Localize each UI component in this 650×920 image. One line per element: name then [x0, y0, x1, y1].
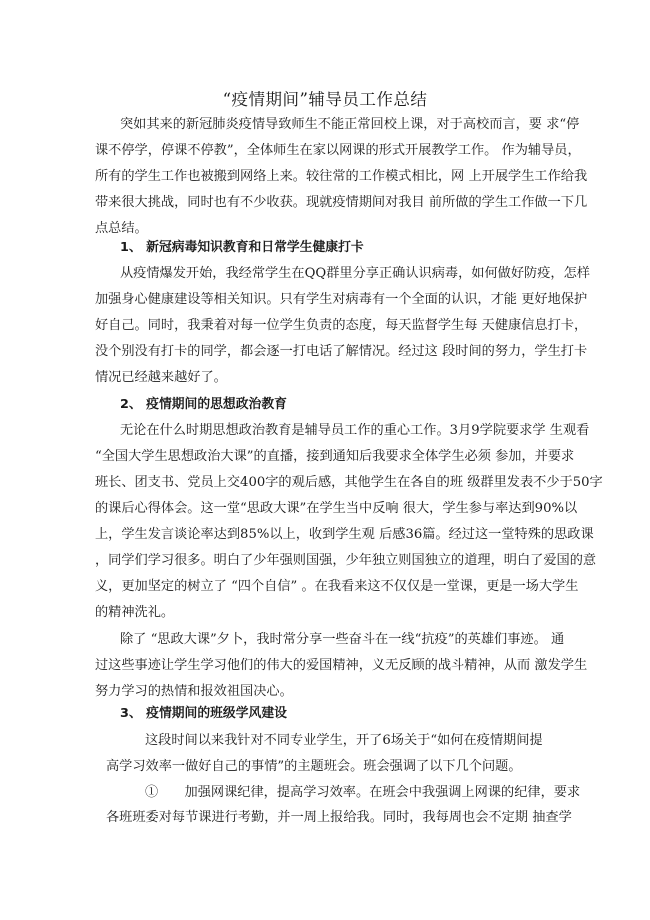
section-1-heading: 1、 新冠病毒知识教育和日常学生健康打卡	[120, 240, 364, 255]
section-2-line: 的课后心得体会。这一堂“思政大课”在学生当中反响 很大，学生参与率达到90%以	[95, 501, 578, 516]
section-2-line: 的精神洗礼。	[95, 605, 175, 620]
section-2-line: ，同学们学习很多。明白了少年强则国强，少年独立则国独立的道理，明白了爱国的意	[95, 553, 597, 568]
section-1-line: 好自己。同时，我秉着对每一位学生负责的态度，每天监督学生每 天健康信息打卡，	[95, 318, 588, 333]
section-2-line: “全国大学生思想政治大课”的直播，接到通知后我要求全体学生必须 参加，并要求	[95, 449, 575, 464]
section-3-line: 高学习效率一做好自己的事情”的主题班会。班会强调了以下几个问题。	[106, 759, 522, 774]
section-3-line: ① 加强网课纪律，提高学习效率。在班会中我强调上网课的纪律，要求	[145, 785, 581, 800]
section-2-line: 努力学习的热情和报效祖国决心。	[95, 684, 293, 699]
intro-line: 突如其来的新冠肺炎疫情导致师生不能正常回校上课，对于高校而言，要 求“停	[120, 117, 580, 132]
intro-line: 课不停学，停课不停教”，全体师生在家以网课的形式开展教学工作。 作为辅导员，	[95, 143, 581, 158]
intro-line: 点总结。	[95, 221, 148, 236]
section-1-line: 没个别没有打卡的同学，都会逐一打电话了解情况。经过这 段时间的努力，学生打卡	[95, 344, 588, 359]
section-1-line: 情况已经越来越好了。	[95, 370, 227, 385]
section-3-heading: 3、 疫情期间的班级学风建设	[120, 706, 287, 721]
section-2-line: 无论在什么时期思想政治教育是辅导员工作的重心工作。3月9学院要求学 生观看	[120, 423, 590, 438]
intro-line: 带来很大挑战，同时也有不少收获。现就疫情期间对我目 前所做的学生工作做一下几	[95, 195, 588, 210]
document-title: “疫情期间”辅导员工作总结	[222, 90, 428, 109]
section-1-line: 从疫情爆发开始，我经常学生在QQ群里分享正确认识病毒，如何做好防疫，怎样	[120, 266, 590, 281]
section-2-line: 除了 “思政大课”夕卜，我时常分享一些奋斗在一线“抗疫”的英雄们事迹。 通	[120, 632, 565, 647]
section-2-line: 班长、团支书、党员上交400字的观后感，其他学生在各自的班 级群里发表不少于50字	[95, 475, 603, 490]
section-3-line: 各班班委对每节课进行考勤，并一周上报给我。同时，我每周也会不定期 抽查学	[106, 810, 572, 825]
section-2-line: 过这些事迹让学生学习他们的伟大的爱国精神，义无反顾的战斗精神，从而 激发学生	[95, 658, 588, 673]
section-3-line: 这段时间以来我针对不同专业学生，开了6场关于“如何在疫情期间提	[145, 733, 543, 748]
section-2-line: 义，更加坚定的树立了 “四个自信” 。在我看来这不仅仅是一堂课，更是一场大学生	[95, 579, 579, 594]
intro-line: 所有的学生工作也被搬到网络上来。较往常的工作模式相比，网 上开展学生工作给我	[95, 169, 588, 184]
section-2-heading: 2、 疫情期间的思想政治教育	[120, 397, 287, 412]
section-1-line: 加强身心健康建设等相关知识。只有学生对病毒有一个全面的认识，才能 更好地保护	[95, 292, 588, 307]
section-2-line: 上，学生发言谈论率达到85%以上，收到学生观 后感36篇。经过这一堂特殊的思政课	[95, 527, 594, 542]
